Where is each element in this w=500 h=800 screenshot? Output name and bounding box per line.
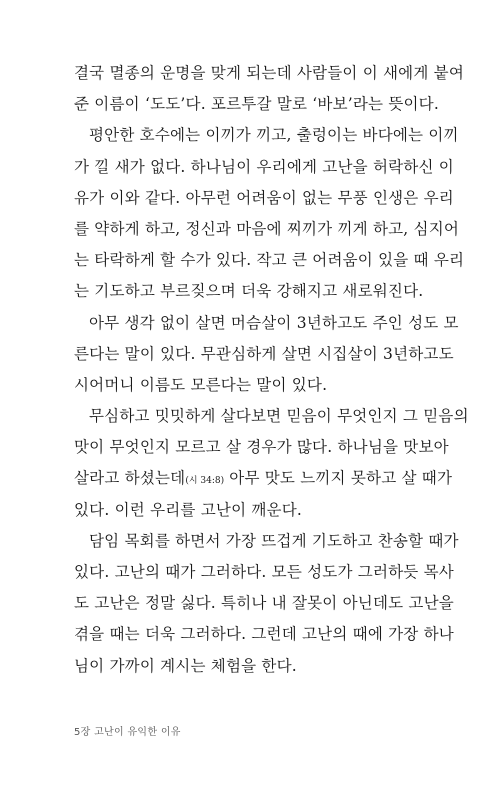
text-fragment: 아무 맛도 느끼지 못하고 살 때가 bbox=[224, 469, 453, 488]
text-line: 시어머니 이름도 모른다는 말이 있다. bbox=[74, 375, 328, 394]
text-line: 는 타락하게 할 수가 있다. 작고 큰 어려움이 있을 때 우리 bbox=[74, 251, 465, 270]
text-line: 준 이름이 ‘도도’다. 포르투갈 말로 ‘바보’라는 뜻이다. bbox=[74, 95, 439, 114]
text-line: 겪을 때는 더욱 그러하다. 그런데 고난의 때에 가장 하나 bbox=[74, 625, 454, 644]
text-line: 가 낄 새가 없다. 하나님이 우리에게 고난을 허락하신 이 bbox=[74, 157, 454, 176]
text-line: 결국 멸종의 운명을 맞게 되는데 사람들이 이 새에게 붙여 bbox=[74, 64, 464, 82]
text-line: 있다. 고난의 때가 그러하다. 모든 성도가 그러하듯 목사 bbox=[74, 563, 454, 581]
text-line: 아무 생각 없이 살면 머슴살이 3년하고도 주인 성도 모 bbox=[89, 313, 459, 332]
text-line: 있다. 이런 우리를 고난이 깨운다. bbox=[74, 500, 303, 519]
text-line: 평안한 호수에는 이끼가 끼고, 출렁이는 바다에는 이끼 bbox=[89, 126, 459, 145]
text-line: 담임 목회를 하면서 가장 뜨겁게 기도하고 찬송할 때가 bbox=[89, 531, 459, 550]
running-footer: 5장 고난이 유익한 이유 bbox=[74, 727, 181, 738]
text-line: 른다는 말이 있다. 무관심하게 살면 시집살이 3년하고도 bbox=[74, 344, 454, 363]
text-line: 무심하고 밋밋하게 살다보면 믿음이 무엇인지 그 믿음의 bbox=[89, 407, 469, 426]
scripture-reference: (시 34:8) bbox=[185, 476, 225, 487]
text-line: 를 약하게 하고, 정신과 마음에 찌끼가 끼게 하고, 심지어 bbox=[74, 219, 460, 238]
text-line: 맛이 무엇인지 모르고 살 경우가 많다. 하나님을 맛보아 bbox=[74, 438, 449, 457]
body-text bbox=[74, 58, 469, 682]
text-fragment: 살라고 하셨는데 bbox=[74, 469, 186, 488]
text-line: 는 기도하고 부르짖으며 더욱 강해지고 새로워진다. bbox=[74, 282, 424, 301]
text-line: 유가 이와 같다. 아무런 어려움이 없는 무풍 인생은 우리 bbox=[74, 188, 454, 207]
text-line: 도 고난은 정말 싫다. 특히나 내 잘못이 아닌데도 고난을 bbox=[74, 594, 454, 613]
text-line bbox=[74, 463, 453, 494]
text-line: 님이 가까이 계시는 체험을 한다. bbox=[74, 656, 297, 675]
